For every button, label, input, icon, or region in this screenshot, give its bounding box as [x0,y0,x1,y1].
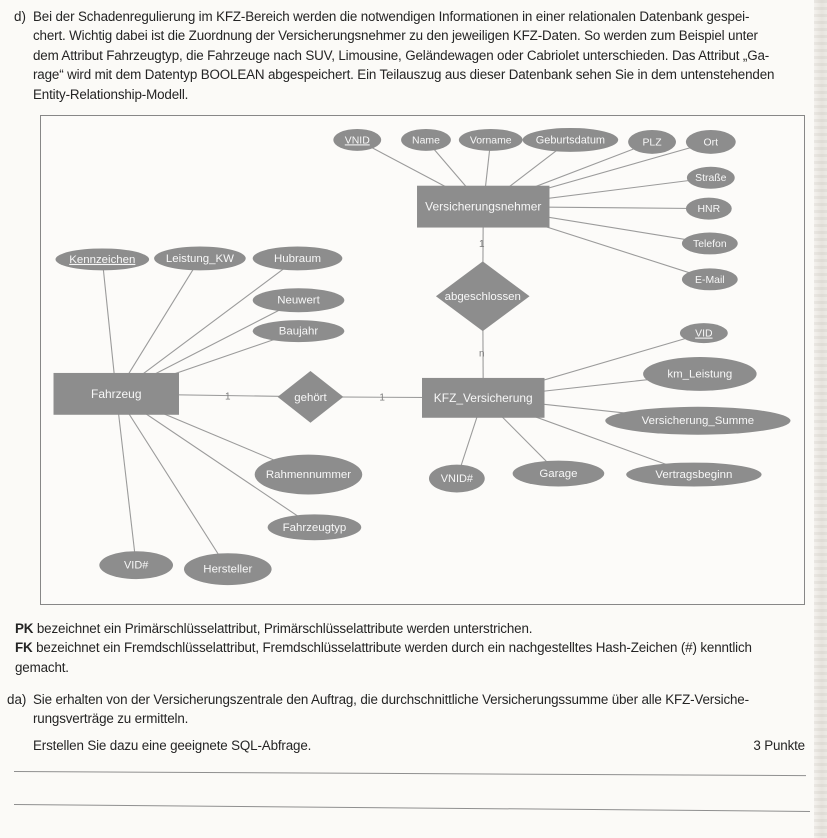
text-line: Bei der Schadenregulierung im KFZ-Bereich werden die notwendigen Informationen in einer relationalen Datenbank gespei- [33,9,750,24]
fk-legend-line [15,638,807,657]
attribute-label: HNR [697,204,721,216]
fk-abbrev: FK [15,640,33,656]
task-da-text [33,690,749,729]
task-da-paragraph [7,690,807,729]
attribute-label: Kennzeichen [69,253,136,266]
attribute-label: PLZ [642,137,662,149]
entity-label: Fahrzeug [91,386,142,401]
attribute-label: Hersteller [203,563,253,576]
relationship-label: abgeschlossen [444,291,521,304]
er-diagram [41,116,804,604]
pk-legend-line [15,619,807,638]
attribute-label: Neuwert [277,294,320,307]
task-d-label: d) [14,9,26,24]
er-diagram-frame [40,115,805,605]
fk-legend-text: bezeichnet ein Fremdschlüsselattribut, Fremdschlüsselattribute werden durch ein nachgestelltes Hash-Zeichen (#) kenntlich [32,640,752,656]
key-legend [15,619,807,677]
attribute-label: Hubraum [273,252,322,265]
attribute-label: Garage [539,468,578,481]
attribute-label: Straße [695,173,727,185]
page-edge-shadow [814,0,827,838]
cardinality-label: n [478,348,485,360]
attribute-label: VNID [344,135,370,147]
relationship-label: gehört [294,391,327,404]
attribute-label: Vertragsbeginn [655,469,733,482]
task-da-label: da) [7,692,27,707]
answer-rule-line [14,771,806,776]
instruction-row [33,736,805,755]
text-line: Entity-Relationship-Modell. [33,86,189,102]
attribute-label: Versicherung_Summe [641,415,755,428]
task-d-text [33,7,774,104]
fk-legend-continuation: gemacht. [15,659,69,675]
attribute-label: Leistung_KW [165,252,234,265]
points-label: 3 Punkte [753,738,805,753]
text-line: dem Attribut Fahrzeugtyp, die Fahrzeuge nach SUV, Limousine, Geländewagen oder Cabriolet unterschieden. Das Attribut „Ga- [33,47,770,63]
attribute-label: VID# [124,559,149,572]
attribute-label: Telefon [692,238,727,250]
text-line: Sie erhalten von der Versicherungszentrale den Auftrag, die durchschnittliche Versicherungssumme über alle KFZ-Versiche- [33,692,749,707]
pk-abbrev: PK [15,621,34,636]
attribute-label: Name [412,135,440,147]
text-line: chert. Wichtig dabei ist die Zuordnung der Versicherungsnehmer zu den jeweiligen KFZ-Daten. So werden zum Beispiel unter [33,28,758,44]
text-line: rungsverträge zu ermitteln. [33,711,189,727]
attribute-label: VID [695,328,713,340]
task-d-paragraph [14,7,810,104]
attribute-label: Vorname [469,135,512,147]
attribute-label: Fahrzeugtyp [282,521,347,534]
text-line: rage“ wird mit dem Datentyp BOOLEAN abgespeichert. Ein Teilauszug aus dieser Datenbank sehen Sie in dem untenstehenden [33,67,775,83]
attribute-label: km_Leistung [667,368,733,381]
answer-rule-line [14,804,810,812]
cardinality-label: 1 [379,392,385,404]
attribute-label: VNID# [440,473,473,485]
pk-legend-text: bezeichnet ein Primärschlüsselattribut, Primärschlüsselattribute werden unterstrichen. [33,621,533,636]
attribute-label: Ort [703,137,719,149]
attribute-label: Geburtsdatum [535,134,606,147]
attribute-line [116,394,228,569]
attribute-label: Baujahr [278,325,319,338]
cardinality-label: 1 [478,238,485,250]
attribute-label: Rahmennummer [265,469,352,482]
entity-label: KFZ_Versicherung [433,390,533,405]
entity-label: Versicherungsnehmer [425,199,542,214]
cardinality-label: 1 [225,391,231,403]
attribute-label: E-Mail [695,274,725,286]
sql-instruction: Erstellen Sie dazu eine geeignete SQL-Abfrage. [33,738,312,753]
